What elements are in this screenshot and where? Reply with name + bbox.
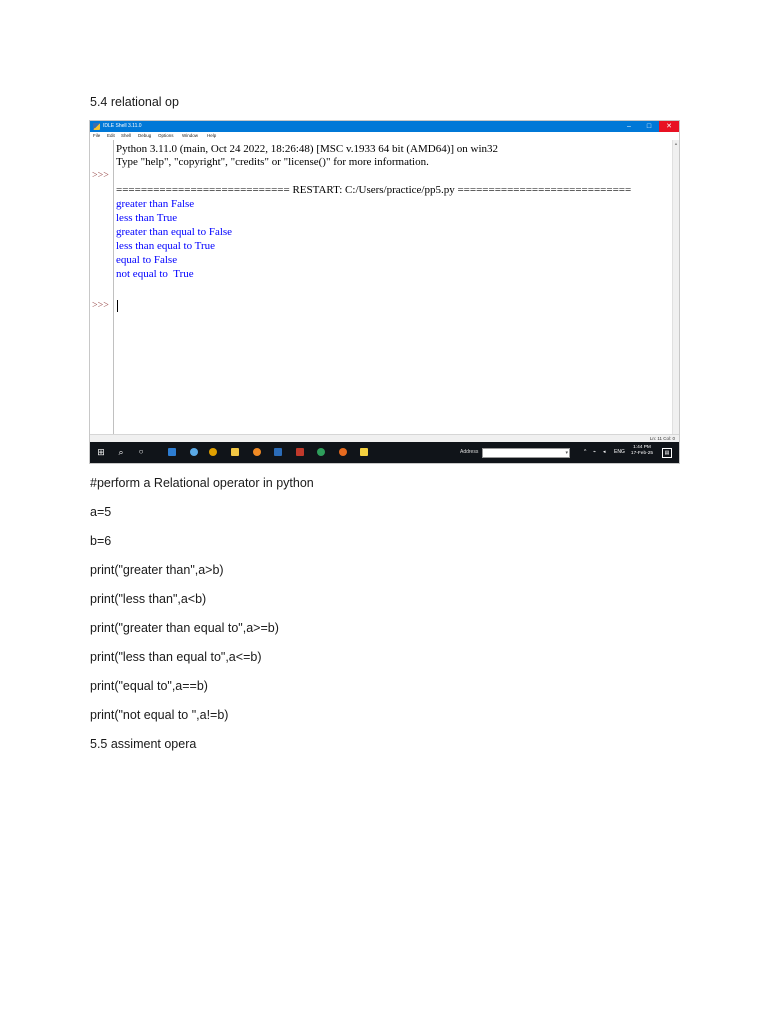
volume-icon[interactable]: ◂ [603,449,606,455]
menu-edit[interactable]: Edit [107,133,115,138]
address-label: Address [460,449,479,455]
app-icon-5[interactable] [317,448,325,456]
notification-icon[interactable]: ▤ [662,448,672,458]
app-icon-4[interactable] [296,448,304,456]
code-comment-line: #perform a Relational operator in python [90,476,314,490]
maximize-button[interactable]: □ [646,123,652,130]
python-idle-taskbar-icon[interactable] [360,448,368,456]
chrome-icon[interactable] [209,448,217,456]
scroll-up-icon[interactable]: ▲ [674,141,678,146]
language-indicator[interactable]: ENG [614,449,625,455]
shell-output-line: not equal to True [116,268,194,280]
prompt-gutter [90,140,114,434]
tray-arrow-icon[interactable]: ^ [584,449,587,455]
clock-date: 17-Feb-25 [630,451,654,456]
clock-time: 1:44 PM [633,445,651,450]
window-titlebar [90,121,679,132]
minimize-button[interactable]: – [627,123,631,130]
firefox-icon[interactable] [339,448,347,456]
python-idle-icon [93,123,100,130]
shell-output-line: less than equal to True [116,240,215,252]
code-line: print("greater than",a>b) [90,563,224,577]
shell-banner-line: Python 3.11.0 (main, Oct 24 2022, 18:26:48) [MSC v.1933 64 bit (AMD64)] on win32 [116,143,499,155]
code-line: print("equal to",a==b) [90,679,208,693]
section-heading-relational: 5.4 relational op [90,95,179,109]
shell-area[interactable] [90,140,679,434]
app-icon-1[interactable] [168,448,176,456]
menu-help[interactable]: Help [207,133,217,138]
shell-banner-line: Type "help", "copyright", "credits" or "license()" for more information. [116,156,429,168]
code-line: print("greater than equal to",a>=b) [90,621,279,635]
code-line: b=6 [90,534,112,548]
cursor-position: Ln: 11 Col: 0 [649,436,675,441]
code-line: print("less than",a<b) [90,592,207,606]
menu-window[interactable]: Window [182,133,199,138]
network-icon[interactable]: ⌁ [593,449,597,455]
windows-taskbar [90,442,679,463]
shell-restart-line: ============================ RESTART: C:/Users/practice/pp5.py ============================ [116,184,632,196]
section-heading-assignment: 5.5 assiment opera [90,737,197,751]
idle-screenshot [90,121,679,463]
vertical-scrollbar[interactable] [672,140,679,434]
outlook-icon[interactable] [274,448,282,456]
shell-output-line: greater than False [116,198,195,210]
shell-output-line: greater than equal to False [116,226,233,238]
file-explorer-icon[interactable] [231,448,239,456]
shell-prompt: >>> [92,170,109,181]
code-line: a=5 [90,505,112,519]
search-icon[interactable]: ⌕ [118,447,124,457]
shell-prompt: >>> [92,300,109,311]
shell-output-line: less than True [116,212,178,224]
code-line: print("not equal to ",a!=b) [90,708,229,722]
menu-file[interactable]: File [93,133,101,138]
windows-start-icon[interactable]: ⊞ [97,447,105,457]
app-icon-3[interactable] [253,448,261,456]
window-title: IDLE Shell 3.11.0 [103,123,142,129]
taskbar-clock[interactable] [630,445,654,457]
code-line: print("less than equal to",a<=b) [90,650,262,664]
menu-options[interactable]: Options [158,133,174,138]
menu-debug[interactable]: Debug [138,133,152,138]
address-input[interactable] [482,448,570,458]
app-icon-2[interactable] [190,448,198,456]
cortana-icon[interactable]: ○ [138,447,144,456]
close-button[interactable]: ✕ [659,121,679,132]
chevron-down-icon[interactable]: ▾ [565,450,568,456]
text-cursor [117,300,118,312]
shell-output-line: equal to False [116,254,178,266]
menu-shell[interactable]: Shell [121,133,132,138]
